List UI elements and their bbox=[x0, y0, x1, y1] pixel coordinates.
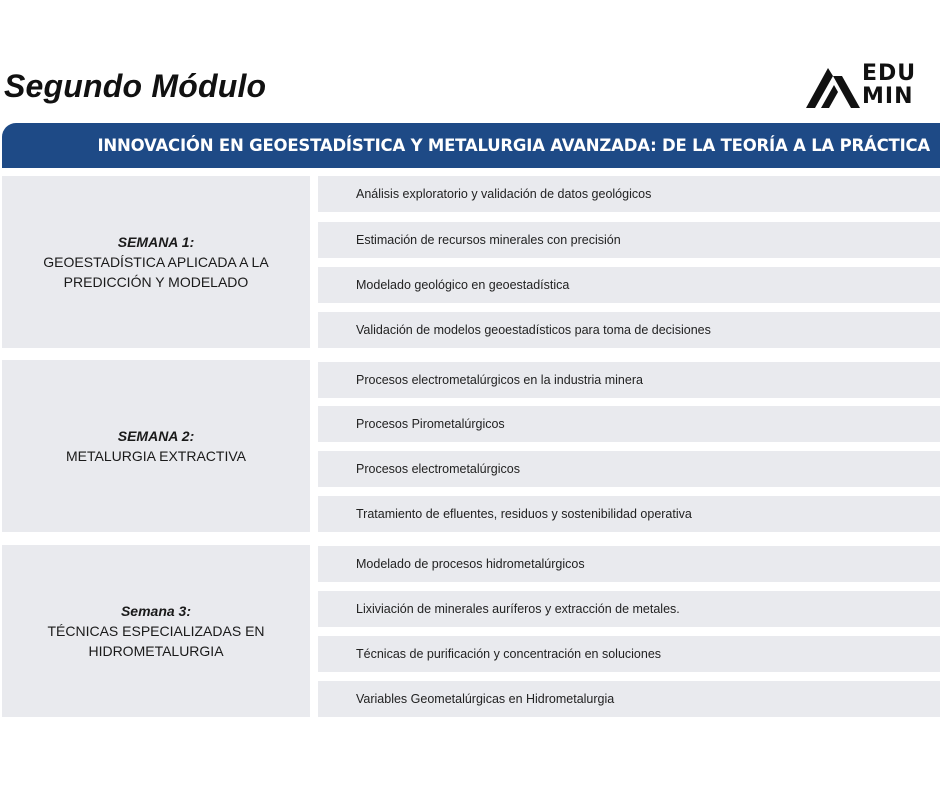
week-2-topic: METALURGIA EXTRACTIVA bbox=[66, 448, 246, 464]
week-1-label: SEMANA 1: bbox=[117, 234, 195, 250]
week-1-item-2: Estimación de recursos minerales con precisión bbox=[318, 222, 940, 258]
week-2-item-3: Procesos electrometalúrgicos bbox=[318, 451, 940, 487]
banner-title: INNOVACIÓN EN GEOESTADÍSTICA Y METALURGIA AVANZADA: DE LA TEORÍA A LA PRÁCTICA bbox=[97, 136, 930, 155]
edumin-logo-text bbox=[862, 62, 916, 108]
logo-line-2: MIN bbox=[862, 84, 914, 109]
week-3-topic: TÉCNICAS ESPECIALIZADAS EN HIDROMETALURGIA bbox=[47, 623, 265, 659]
week-2-block bbox=[2, 360, 310, 532]
module-banner bbox=[2, 123, 940, 168]
edumin-logo bbox=[806, 62, 928, 110]
week-2-label: SEMANA 2: bbox=[117, 428, 195, 444]
week-3-item-1: Modelado de procesos hidrometalúrgicos bbox=[318, 546, 940, 582]
edumin-logo-icon bbox=[806, 68, 860, 108]
week-1-item-3: Modelado geológico en geoestadística bbox=[318, 267, 940, 303]
logo-line-1: EDU bbox=[862, 61, 917, 86]
week-1-block bbox=[2, 176, 310, 348]
page-title: Segundo Módulo bbox=[4, 68, 267, 104]
week-3-item-2: Lixiviación de minerales auríferos y extracción de metales. bbox=[318, 591, 940, 627]
week-3-label: Semana 3: bbox=[120, 603, 192, 619]
week-2-item-4: Tratamiento de efluentes, residuos y sostenibilidad operativa bbox=[318, 496, 940, 532]
week-3-block bbox=[2, 545, 310, 717]
week-2-item-1: Procesos electrometalúrgicos en la industria minera bbox=[318, 362, 940, 398]
week-1-topic: GEOESTADÍSTICA APLICADA A LA PREDICCIÓN Y MODELADO bbox=[43, 254, 269, 290]
week-2-item-2: Procesos Pirometalúrgicos bbox=[318, 406, 940, 442]
week-3-item-3: Técnicas de purificación y concentración en soluciones bbox=[318, 636, 940, 672]
week-3-item-4: Variables Geometalúrgicas en Hidrometalurgia bbox=[318, 681, 940, 717]
week-1-item-1: Análisis exploratorio y validación de datos geológicos bbox=[318, 176, 940, 212]
week-1-item-4: Validación de modelos geoestadísticos para toma de decisiones bbox=[318, 312, 940, 348]
